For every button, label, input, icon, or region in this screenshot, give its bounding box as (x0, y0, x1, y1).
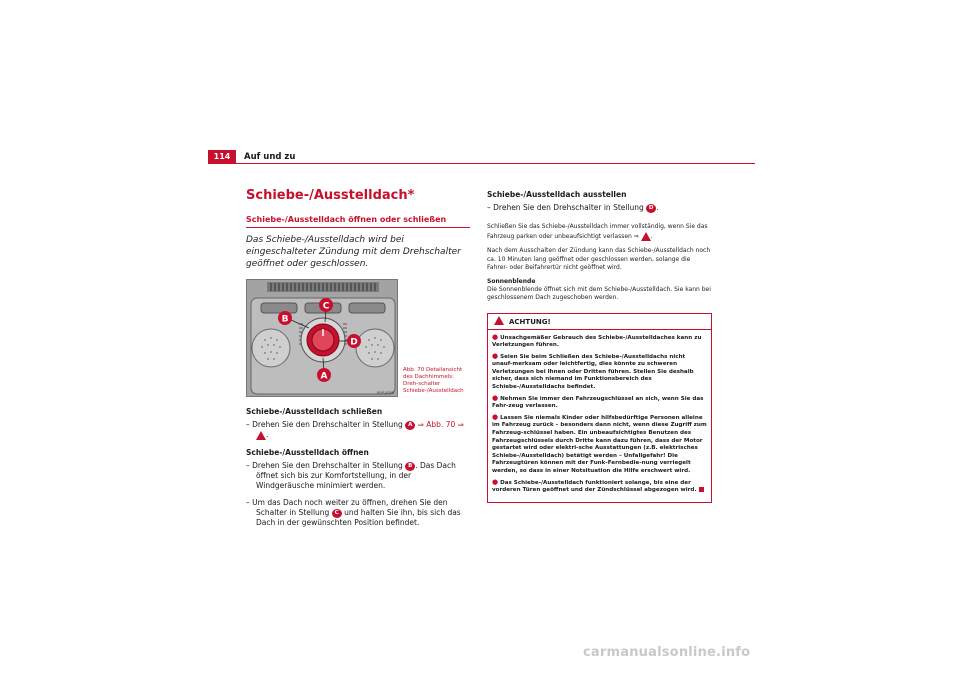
warning-item: ● Seien Sie beim Schließen des Schiebe-/Ausstelldachs nicht unauf-merksam oder leichtfertig, dies könnte zu schweren Verletzungen bei Ihnen oder Dritten führen. Stellen Sie deshalb sicher, dass sich niemand im Funktionsbereich des Schiebe-/Ausstelldachs befindet. (492, 351, 694, 391)
ignition-note: Nach dem Ausschalten der Zündung kann das Schiebe-/Ausstelldach noch ca. 10 Minuten lang geöffnet oder geschlossen werden, solange die Fahrer- oder Beifahrertür nicht geöffnet wird. (487, 247, 711, 271)
page-header (208, 150, 755, 164)
left-column (246, 188, 470, 528)
end-of-section-mark (699, 487, 704, 492)
warning-item: ● Nehmen Sie immer den Fahrzeugschlüssel an sich, wenn Sie das Fahr-zeug verlassen. (492, 393, 704, 410)
warning-triangle-icon (494, 316, 504, 325)
bullet-icon: ● (492, 412, 499, 421)
raise-step: – Drehen Sie den Drehschalter in Stellung D . (487, 203, 659, 212)
warning-item: ● Das Schiebe-/Ausstelldach funktioniert solange, bis eine der vorderen Türen geöffnet und der Zündschlüssel abgezogen wird. (492, 479, 707, 495)
header-rule (236, 163, 755, 164)
bullet-icon: ● (492, 332, 499, 341)
running-title: Auf und zu (244, 152, 296, 162)
sunshade-heading: Sonnenblende (487, 277, 536, 285)
page-number: 114 (208, 150, 236, 164)
warning-item: ● Lassen Sie niemals Kinder oder hilfsbedürftige Personen alleine im Fahrzeug zurück – besonders dann nicht, wenn diese Zugriff zum Fahrzeug-schlüssel haben. Ein unbeaufsichtigtes Benutzen des Fahrzeugschlüssels durch Dritte kann dazu führen, dass der Motor gestartet wird oder elektri-sche Ausstattungen (z.B. elektrisches Schiebe-/Ausstelldach) betätigt werden – Unfallgefahr! Die Fahrzeugtüren können mit der Funk-Fernbedie-nung verriegelt werden, so dass in einer Notsituation die Hilfe erschwert wird. (492, 412, 707, 474)
section-subtitle: Schiebe-/Ausstelldach öffnen oder schließen (246, 215, 470, 228)
sunroof-switch-illustration (246, 279, 398, 397)
callout-b: B (281, 314, 289, 325)
bullet-icon: ● (492, 351, 499, 360)
bullet-icon: ● (492, 393, 499, 402)
warning-header (488, 314, 711, 330)
figure-reference-link[interactable]: ⇒ Abb. 70 ⇒ (415, 420, 464, 429)
position-c-badge: C (332, 509, 342, 518)
warning-triangle-icon[interactable] (256, 431, 266, 440)
figure-70 (246, 279, 470, 399)
watermark: carmanualsonline.info (583, 645, 751, 660)
figure-caption: Abb. 70 Detailansicht des Dachhimmels: Dreh-schalter Schiebe-/Ausstelldach (403, 367, 464, 394)
open-step-1: – Drehen Sie den Drehschalter in Stellung B . Das Dach öffnet sich bis zur Komfortstellung, in der Windgeräusche minimiert werden. (246, 461, 456, 490)
callout-a: A (320, 371, 328, 382)
park-note: Schließen Sie das Schiebe-/Ausstelldach immer vollständig, wenn Sie das Fahrzeug parken oder unbeaufsichtigt verlassen ⇒ . (487, 223, 708, 240)
warning-body (488, 330, 711, 502)
position-d-badge: D (646, 204, 656, 213)
sunshade-text: Die Sonnenblende öffnet sich mit dem Schiebe-/Ausstelldach. Sie kann bei geschlossenem Dach zugeschoben werden. (487, 285, 711, 301)
raise-heading: Schiebe-/Ausstelldach ausstellen (487, 190, 627, 199)
close-heading: Schiebe-/Ausstelldach schließen (246, 407, 383, 416)
callout-c: C (322, 301, 330, 312)
warning-item: ● Unsachgemäßer Gebrauch des Schiebe-/Ausstelldaches kann zu Verletzungen führen. (492, 332, 702, 349)
warning-title: ACHTUNG! (509, 317, 551, 326)
figure-code: B5P-0085 (377, 391, 394, 395)
position-b-badge: B (405, 462, 415, 471)
open-heading: Schiebe-/Ausstelldach öffnen (246, 448, 369, 457)
right-column (487, 188, 712, 503)
callout-d: D (350, 337, 358, 348)
intro-text: Das Schiebe-/Ausstelldach wird bei eingeschalteter Zündung mit dem Drehschalter geöffnet oder geschlossen. (246, 235, 461, 269)
roof-console-drawing (247, 280, 398, 397)
close-step: – Drehen Sie den Drehschalter in Stellung A ⇒ Abb. 70 ⇒ . (246, 420, 464, 439)
section-title: Schiebe-/Ausstelldach* (246, 188, 415, 203)
warning-triangle-icon[interactable] (641, 232, 651, 241)
open-step-2: – Um das Dach noch weiter zu öffnen, drehen Sie den Schalter in Stellung C und halten Sie ihn, bis sich das Dach in der gewünschten Position befindet. (246, 498, 461, 527)
warning-box (487, 313, 712, 503)
position-a-badge: A (405, 421, 415, 430)
bullet-icon: ● (492, 477, 499, 486)
